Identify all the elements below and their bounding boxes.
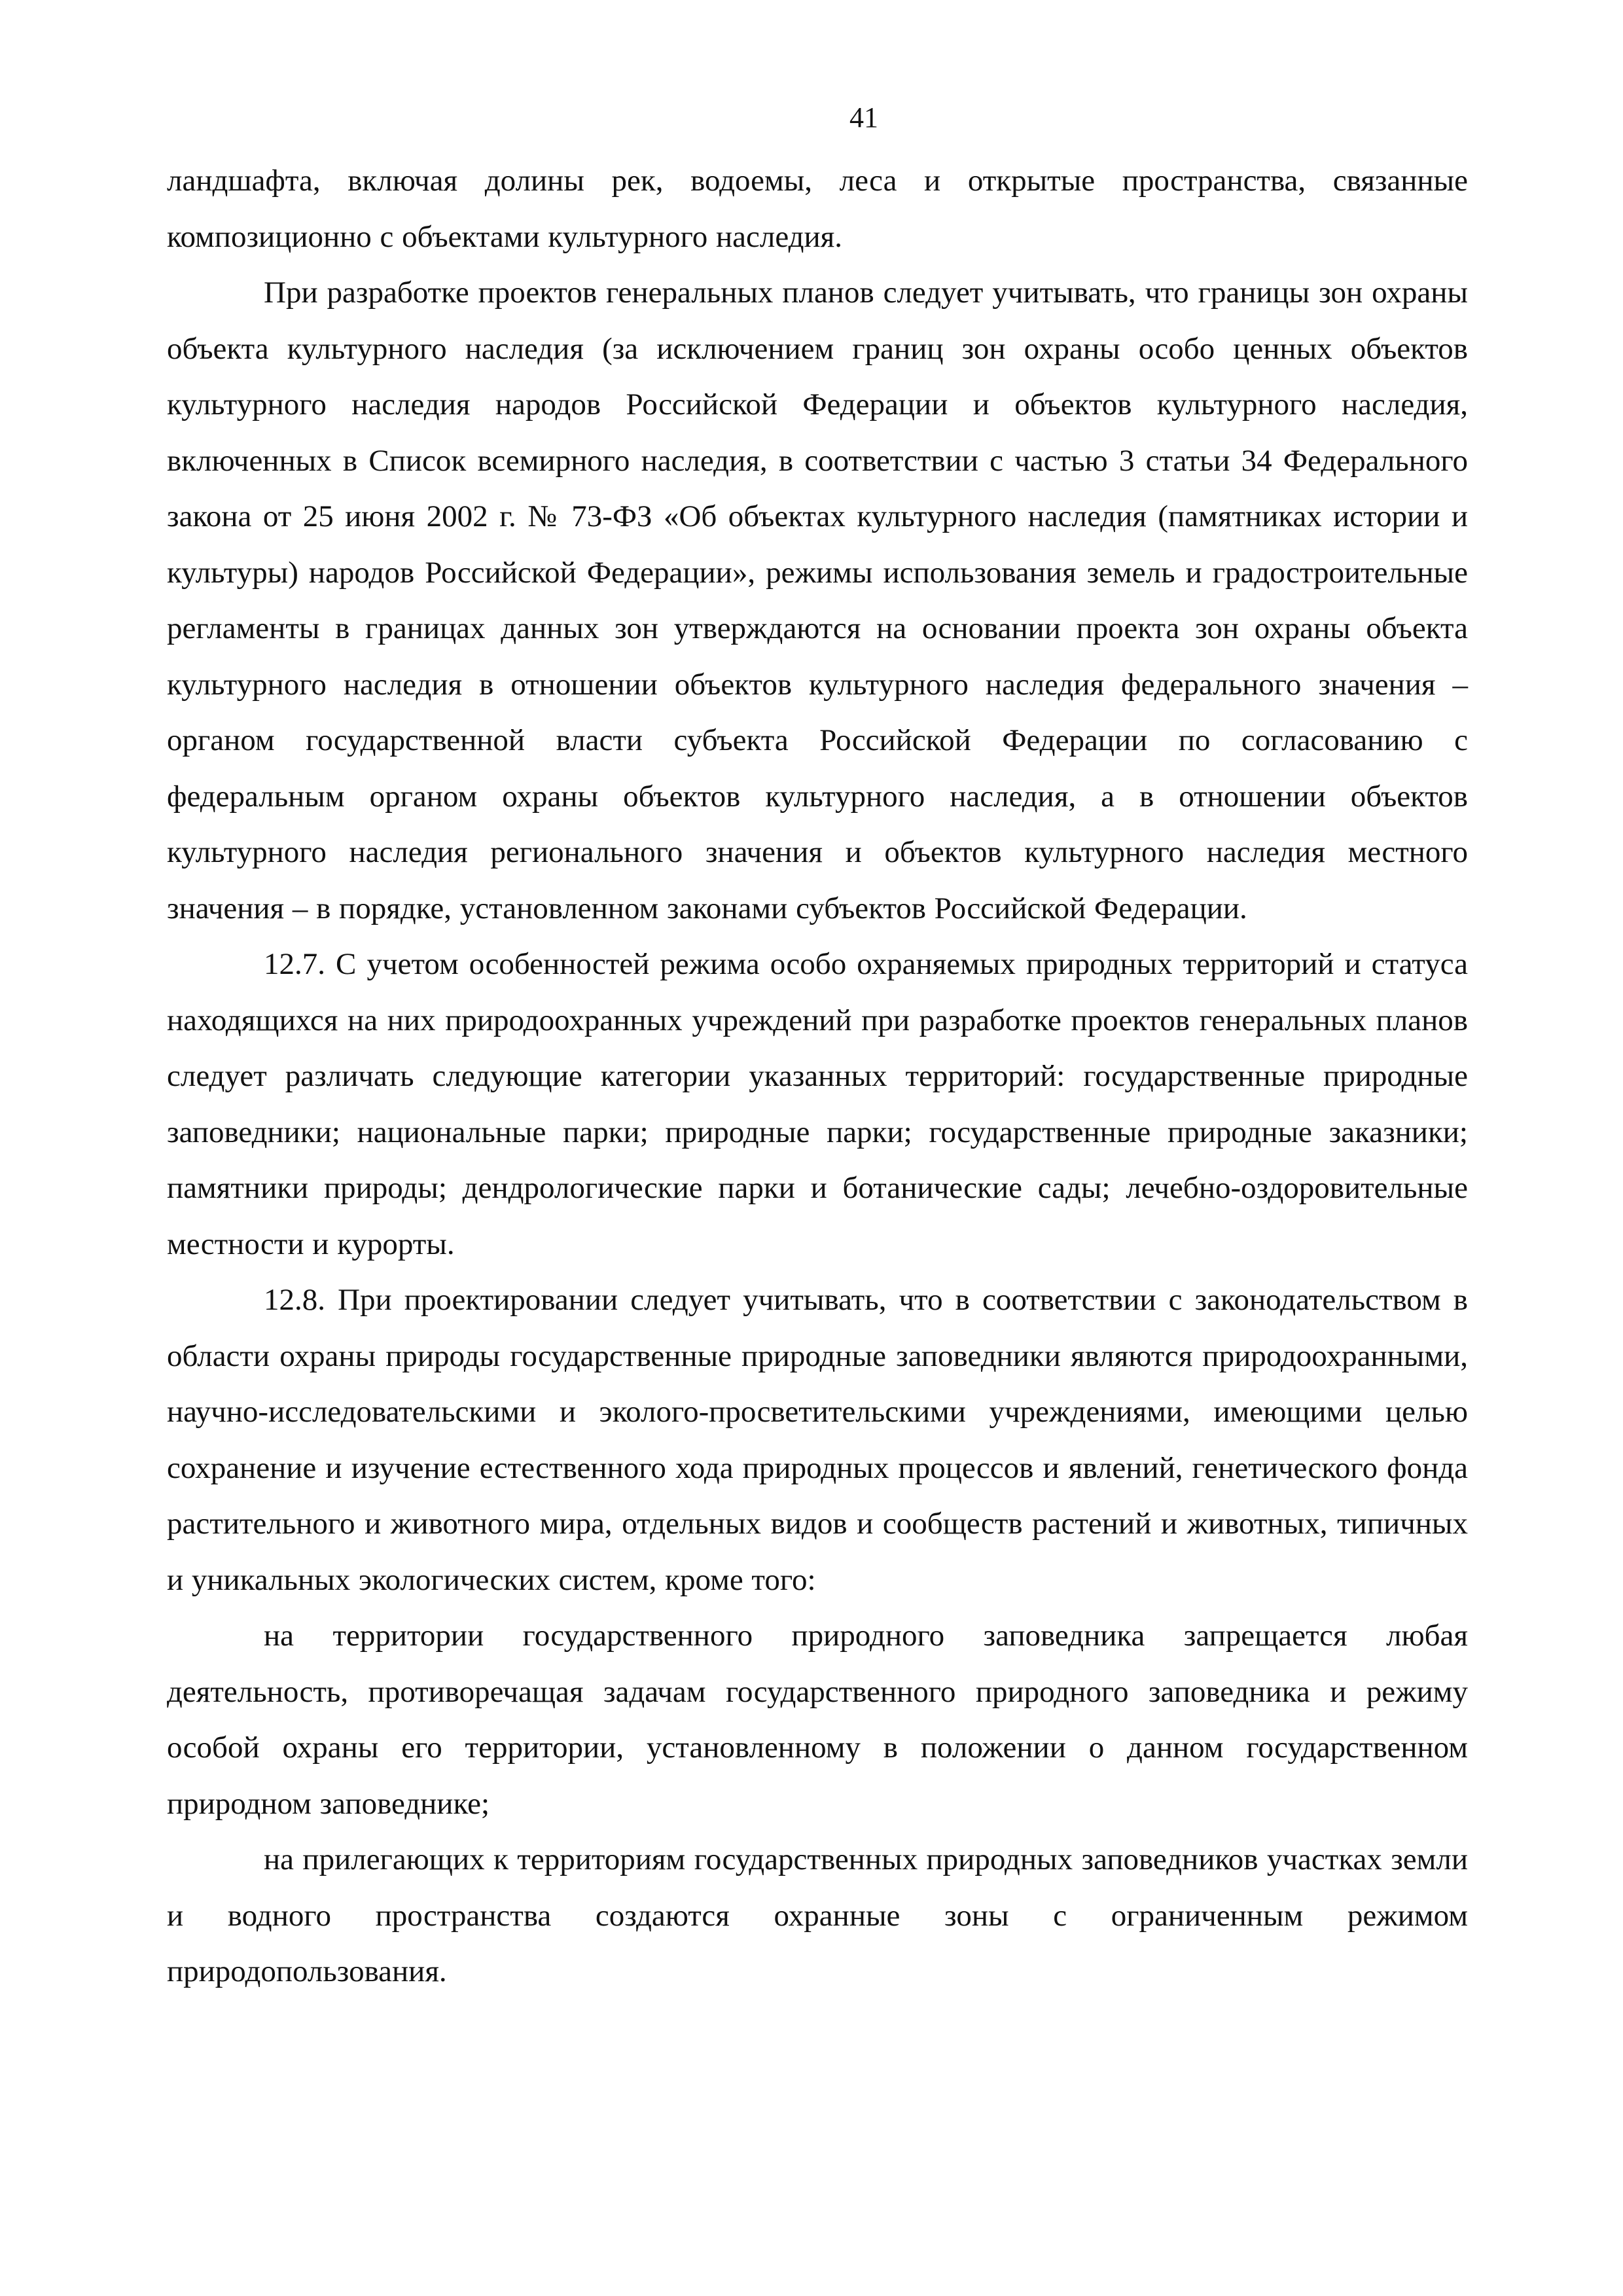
paragraph-buffer-zones: на прилегающих к территориям государственных природных заповедников участках земли и водного пространства создаются охранные зоны с ограниченным режимом природопользования. <box>167 1842 1468 1988</box>
paragraph-12-7: 12.7. С учетом особенностей режима особо охраняемых природных территорий и статуса находящихся на них природоохранных учреждений при разработке проектов генеральных планов следует различать следующие категории указанных территорий: государственные природные заповедники; национальные парки; природные парки; государственные природные заказники; памятники природы; дендрологические парки и ботанические сады; лечебно-оздоровительные местности и курорты. <box>167 947 1468 1261</box>
document-body <box>167 153 1468 2000</box>
paragraph-12-8: 12.8. При проектировании следует учитывать, что в соответствии с законодательством в области охраны природы государственные природные заповедники являются природоохранными, научно-исследовательскими и эколого-просветительскими учреждениями, имеющими целью сохранение и изучение естественного хода природных процессов и явлений, генетического фонда растительного и животного мира, отдельных видов и сообществ растений и животных, типичных и уникальных экологических систем, кроме того: <box>167 1283 1468 1597</box>
page-number: 41 <box>849 101 878 134</box>
paragraph-continuation: ландшафта, включая долины рек, водоемы, леса и открытые пространства, связанные композиционно с объектами культурного наследия. <box>167 164 1468 254</box>
paragraph-reserve-prohibition: на территории государственного природного заповедника запрещается любая деятельность, противоречащая задачам государственного природного заповедника и режиму особой охраны его территории, установленному в положении о данном государственном природном заповеднике; <box>167 1619 1468 1821</box>
paragraph-heritage-zones: При разработке проектов генеральных планов следует учитывать, что границы зон охраны объекта культурного наследия (за исключением границ зон охраны особо ценных объектов культурного наследия народов Российской Федерации и объектов культурного наследия, включенных в Список всемирного наследия, в соответствии с частью 3 статьи 34 Федерального закона от 25 июня 2002 г. № 73-ФЗ «Об объектах культурного наследия (памятниках истории и культуры) народов Российской Федерации», режимы использования земель и градостроительные регламенты в границах данных зон утверждаются на основании проекта зон охраны объекта культурного наследия в отношении объектов культурного наследия федерального значения – органом государственной власти субъекта Российской Федерации по согласованию с федеральным органом охраны объектов культурного наследия, а в отношении объектов культурного наследия регионального значения и объектов культурного наследия местного значения – в порядке, установленном законами субъектов Российской Федерации. <box>167 276 1468 925</box>
